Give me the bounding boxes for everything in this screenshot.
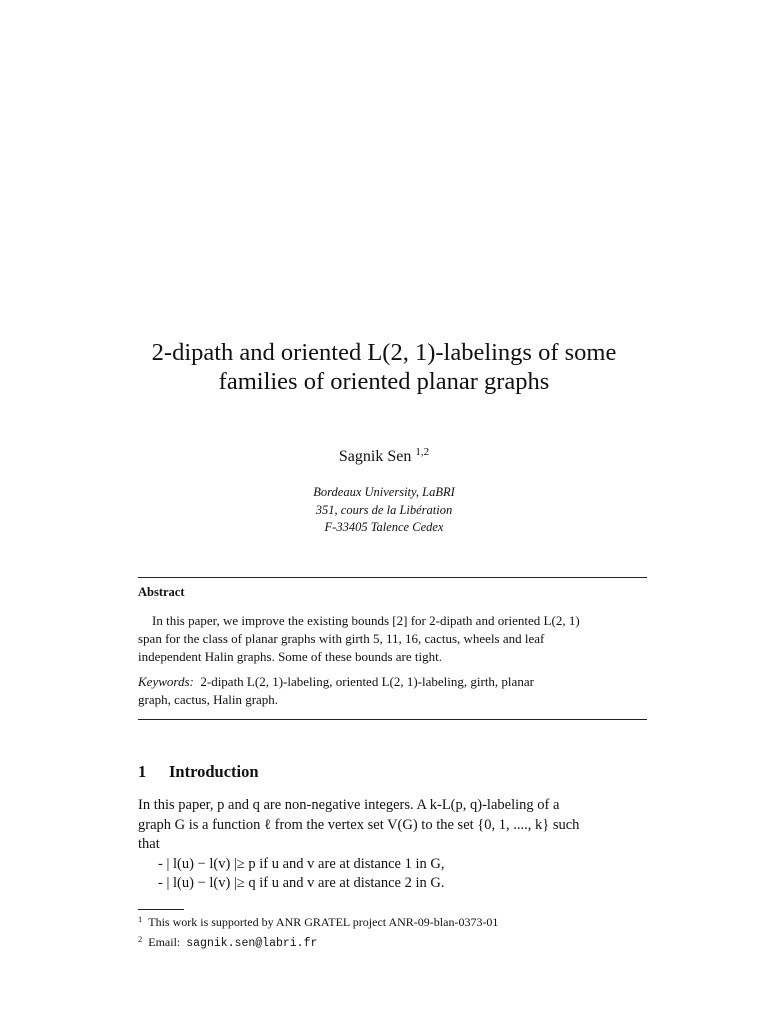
- intro-line: In this paper, p and q are non-negative integers. A k-L(p, q)-labeling of a: [138, 797, 560, 813]
- title-line-2: families of oriented planar graphs: [218, 368, 550, 395]
- affiliation: [0, 484, 768, 537]
- keywords-line: [138, 673, 647, 691]
- footnote-2: [138, 931, 498, 952]
- footnote-mark: 2: [138, 934, 143, 944]
- keywords-text-2: graph, cactus, Halin graph.: [138, 692, 279, 707]
- abstract-heading: Abstract: [138, 585, 185, 599]
- section-number: 1: [138, 762, 147, 781]
- keywords-label: Keywords:: [138, 674, 194, 689]
- intro-line: graph G is a function ℓ from the vertex set V(G) to the set {0, 1, ...., k} such: [138, 816, 580, 833]
- footnotes: [138, 911, 498, 952]
- intro-line: that: [138, 836, 160, 852]
- intro-paragraph: [138, 796, 647, 894]
- abstract-line: In this paper, we improve the existing bounds [2] for 2-dipath and oriented L(2, 1): [152, 613, 580, 628]
- affiliation-line-2: 351, cours de la Libération: [315, 502, 453, 517]
- keywords: [138, 673, 647, 709]
- paper-title: [0, 338, 768, 396]
- footnote-rule: [138, 909, 184, 910]
- footnote-1: [138, 911, 498, 931]
- author: [0, 446, 768, 466]
- intro-condition-1: - | l(u) − l(v) |≥ p if u and v are at distance 1 in G,: [158, 855, 445, 872]
- footnote-mark: 1: [138, 914, 143, 924]
- section-heading: [138, 762, 259, 782]
- abstract-bottom-rule: [138, 719, 647, 720]
- email-link[interactable]: sagnik.sen@labri.fr: [186, 937, 318, 950]
- section-title: Introduction: [169, 762, 259, 781]
- author-footnote-marks: 1,2: [415, 446, 430, 458]
- abstract-line: span for the class of planar graphs with girth 5, 11, 16, cactus, wheels and leaf: [138, 631, 545, 646]
- abstract-top-rule: [138, 577, 647, 578]
- affiliation-line-1: Bordeaux University, LaBRI: [313, 485, 455, 499]
- intro-condition-2: - | l(u) − l(v) |≥ q if u and v are at distance 2 in G.: [158, 875, 445, 891]
- affiliation-line-3: F-33405 Talence Cedex: [324, 520, 444, 534]
- abstract-line: independent Halin graphs. Some of these bounds are tight.: [138, 649, 442, 664]
- footnote-text: This work is supported by ANR GRATEL project ANR-09-blan-0373-01: [148, 915, 499, 929]
- footnote-email-label: Email:: [148, 935, 181, 949]
- keywords-text-1: 2-dipath L(2, 1)-labeling, oriented L(2, 1)-labeling, girth, planar: [200, 674, 534, 689]
- author-name: Sagnik Sen: [338, 448, 412, 465]
- abstract-body: [138, 612, 647, 666]
- title-line-1: 2-dipath and oriented L(2, 1)-labelings of some: [151, 339, 617, 366]
